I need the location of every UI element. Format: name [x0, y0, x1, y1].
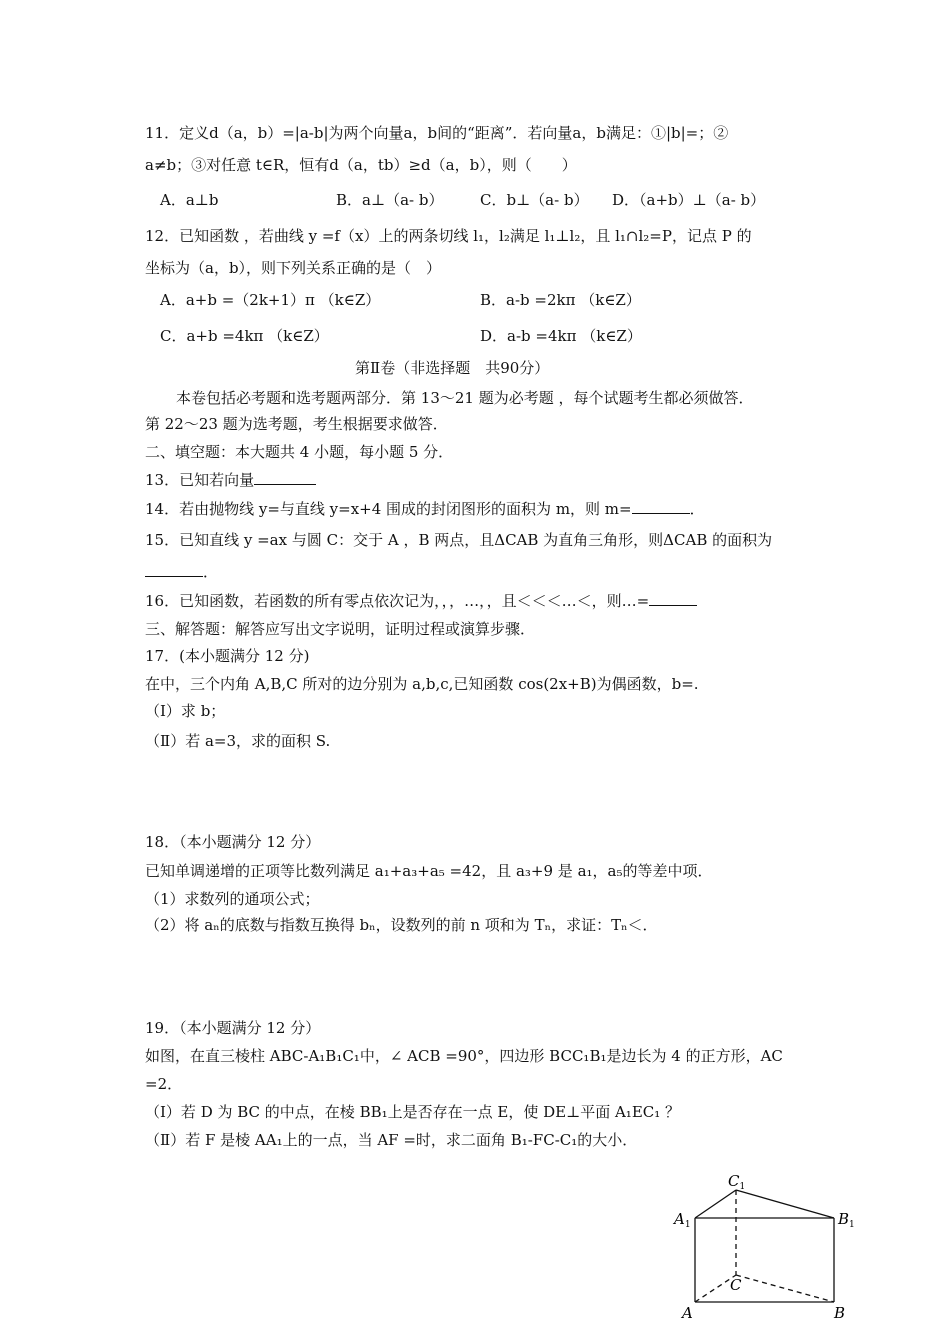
q18-part2: （2）将 aₙ的底数与指数互换得 bₙ，设数列的前 n 项和为 Tₙ，求证：Tₙ＜．: [145, 916, 658, 934]
q18-stem: 已知单调递增的正项等比数列满足 a₁+a₃+a₅ =42，且 a₃+9 是 a₁，a₅的等差中项．: [145, 862, 713, 880]
q12-option-a: A．a+b =（2k+1）π （k∈Z）: [160, 291, 381, 309]
label-c1: $C_1$: [728, 1172, 746, 1192]
part2-intro-line2: 第 22～23 题为选考题，考生根据要求做答．: [145, 415, 448, 433]
q12-option-c: C．a+b =4kπ （k∈Z）: [160, 327, 329, 345]
q14: [145, 499, 705, 519]
label-a: A: [682, 1304, 693, 1322]
label-c: C: [730, 1276, 742, 1294]
q19-stem-line1: 如图，在直三棱柱 ABC-A₁B₁C₁中，∠ ACB =90°，四边形 BCC₁B₁是边长为 4 的正方形，AC: [145, 1047, 783, 1065]
q11-option-c: C．b⊥（a- b）: [480, 191, 589, 209]
q16: [145, 591, 697, 611]
q17-stem: 在中，三个内角 A,B,C 所对的边分别为 a,b,c,已知函数 cos(2x+B)为偶函数，b=.: [145, 675, 699, 693]
label-b1: $B_1$: [838, 1210, 855, 1230]
q16-answer-blank[interactable]: [649, 591, 697, 606]
q18-title: 18．（本小题满分 12 分）: [145, 833, 321, 851]
q13-answer-blank[interactable]: [254, 470, 316, 485]
q17-part1: （I）求 b；: [145, 702, 226, 720]
q14-text: 14．若由抛物线 y=与直线 y=x+4 围成的封闭图形的面积为 m，则 m=: [145, 500, 632, 518]
prism-figure: [668, 1162, 868, 1322]
q12-option-d: D．a-b =4kπ （k∈Z）: [480, 327, 642, 345]
q17-title: 17．(本小题满分 12 分): [145, 647, 310, 665]
fill-heading: 二、填空题：本大题共 4 小题，每小题 5 分．: [145, 443, 454, 461]
q12-line2: 坐标为（a，b），则下列关系正确的是（ ）: [145, 259, 442, 277]
label-b: B: [834, 1304, 846, 1322]
q19-title: 19．（本小题满分 12 分）: [145, 1019, 321, 1037]
solve-heading: 三、解答题：解答应写出文字说明，证明过程或演算步骤．: [145, 620, 536, 638]
q12-line1: 12．已知函数 ，若曲线 y =f（x）上的两条切线 l₁，l₂满足 l₁⊥l₂，且 l₁∩l₂=P，记点 P 的: [145, 227, 752, 245]
q12-option-b: B．a-b =2kπ （k∈Z）: [480, 291, 641, 309]
label-a1: $A_1$: [674, 1210, 691, 1230]
q18-part1: （1）求数列的通项公式；: [145, 890, 320, 908]
q11-line2: a≠b；③对任意 t∈R，恒有d（a，tb）≥d（a，b），则（ ）: [145, 156, 577, 174]
q14-answer-blank[interactable]: [632, 499, 690, 514]
q13: [145, 470, 316, 490]
q13-text: 13．已知若向量: [145, 471, 255, 489]
q17-part2: （Ⅱ）若 a=3，求的面积 S.: [145, 732, 331, 750]
q19-part2: （Ⅱ）若 F 是棱 AA₁上的一点，当 AF =时，求二面角 B₁-FC-C₁的大小．: [145, 1131, 638, 1149]
q14-end: ．: [689, 500, 705, 518]
q15-line1: 15．已知直线 y =ax 与圆 C：交于 A ，B 两点，且ΔCAB 为直角三角形，则ΔCAB 的面积为: [145, 531, 773, 549]
q15-end: ．: [203, 563, 219, 581]
q11-option-a: A．a⊥b: [160, 191, 219, 209]
part2-intro-line1: 本卷包括必考题和选考题两部分．第 13～21 题为必考题 ，每个试题考生都必须做答．: [176, 389, 754, 407]
part2-title: 第Ⅱ卷（非选择题 共90分）: [355, 359, 550, 377]
q19-part1: （I）若 D 为 BC 的中点，在棱 BB₁上是否存在一点 E，使 DE⊥平面 A₁EC₁ ？: [145, 1103, 681, 1121]
q11-line1: 11．定义d（a，b）=|a-b|为两个向量a，b间的“距离”．若向量a，b满足：①|b|=；②: [145, 124, 729, 142]
edge-c-b-hidden: [736, 1275, 834, 1302]
q15-answer-blank[interactable]: [145, 562, 203, 577]
q19-stem-line2: =2．: [145, 1075, 183, 1093]
q11-option-d: D．（a+b）⊥（a- b）: [612, 191, 766, 209]
q16-text: 16．已知函数，若函数的所有零点依次记为，，，…，，且＜＜＜…＜，则…=: [145, 592, 650, 610]
q11-option-b: B．a⊥（a- b）: [336, 191, 444, 209]
q15-line2: [145, 562, 218, 582]
edge-a1-c1: [695, 1190, 736, 1218]
edge-c1-b1: [736, 1190, 834, 1218]
